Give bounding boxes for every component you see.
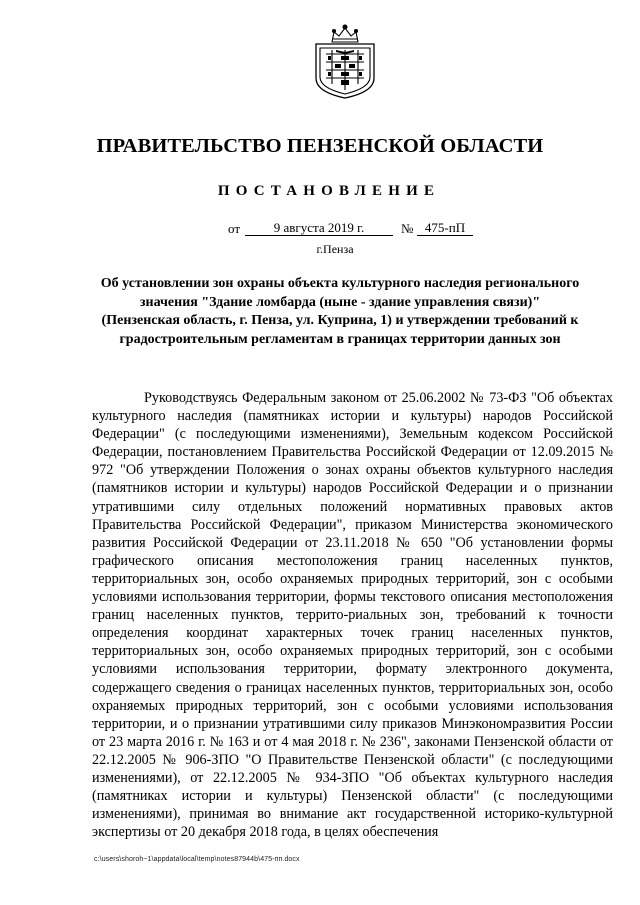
coat-of-arms-icon — [310, 22, 380, 100]
file-path-footer: c:\users\shoroh~1\appdata\local\temp\notes87944b\475-пп.docx — [94, 856, 300, 863]
document-title: Об установлении зон охраны объекта культурного наследия регионального значения "Здание ломбарда (ныне - здание управления связи)" (Пензенская область, г. Пенза, ул. Куприна, 1) и утверждении требований к градостроительным регламентам в границах территории данных зон — [100, 276, 580, 347]
organization-name: ПРАВИТЕЛЬСТВО ПЕНЗЕНСКОЙ ОБЛАСТИ — [96, 135, 544, 157]
date-label: от — [228, 221, 241, 236]
document-number: 475-пП — [417, 221, 473, 236]
document-body — [92, 389, 613, 841]
body-paragraph: Руководствуясь Федеральным законом от 25.06.2002 № 73-ФЗ "Об объектах культурного наследия (памятниках истории и культуры) народов Российской Федерации" (с последующими изменениями), Земельным кодексом Российской Федерации, постановлением Правительства Российской Федерации от 12.09.2015 № 972 "Об утверждении Положения о зонах охраны объектов культурного наследия (памятников истории и культуры) народов Российской Федерации и о признании утратившими силу отдельных положений нормативных правовых актов Правительства Российской Федерации", приказом Министерства экономического развития Российской Федерации от 23.11.2018 № 650 "Об установлении формы графического описания местоположения границ населенных пунктов, территориальных зон, особо охраняемых природных территорий, зон с особыми условиями использования территории, формы текстового описания местоположения границ населенных пунктов, террито-риальных зон, требований к точности определения координат характерных точек границ населенных пунктов, территориальных зон, особо охраняемых природных территорий, зон с особыми условиями использования территории, формату электронного документа, содержащего сведения о границах населенных пунктов, территориальных зон, особо охраняемых природных территорий, зон с особыми условиями использования территории, и о признании утратившими силу приказов Минэкономразвития России от 23 марта 2016 г. № 163 и от 4 мая 2018 г. № 236", законами Пензенской области от 22.12.2005 № 906-ЗПО "О Правительстве Пензенской области" (с последующими изменениями), от 22.12.2005 № 934-ЗПО "Об объектах культурного наследия (памятниках истории и культуры) Пензенской области" (с последующими изменениями), принимая во внимание акт государственной историко-культурной экспертизы от 20 декабря 2018 года, в целях обеспечения — [92, 390, 613, 841]
document-type: ПОСТАНОВЛЕНИЕ — [217, 183, 441, 199]
document-date: 9 августа 2019 г. — [245, 221, 393, 236]
number-label: № — [401, 221, 414, 236]
city: г.Пенза — [316, 242, 354, 256]
